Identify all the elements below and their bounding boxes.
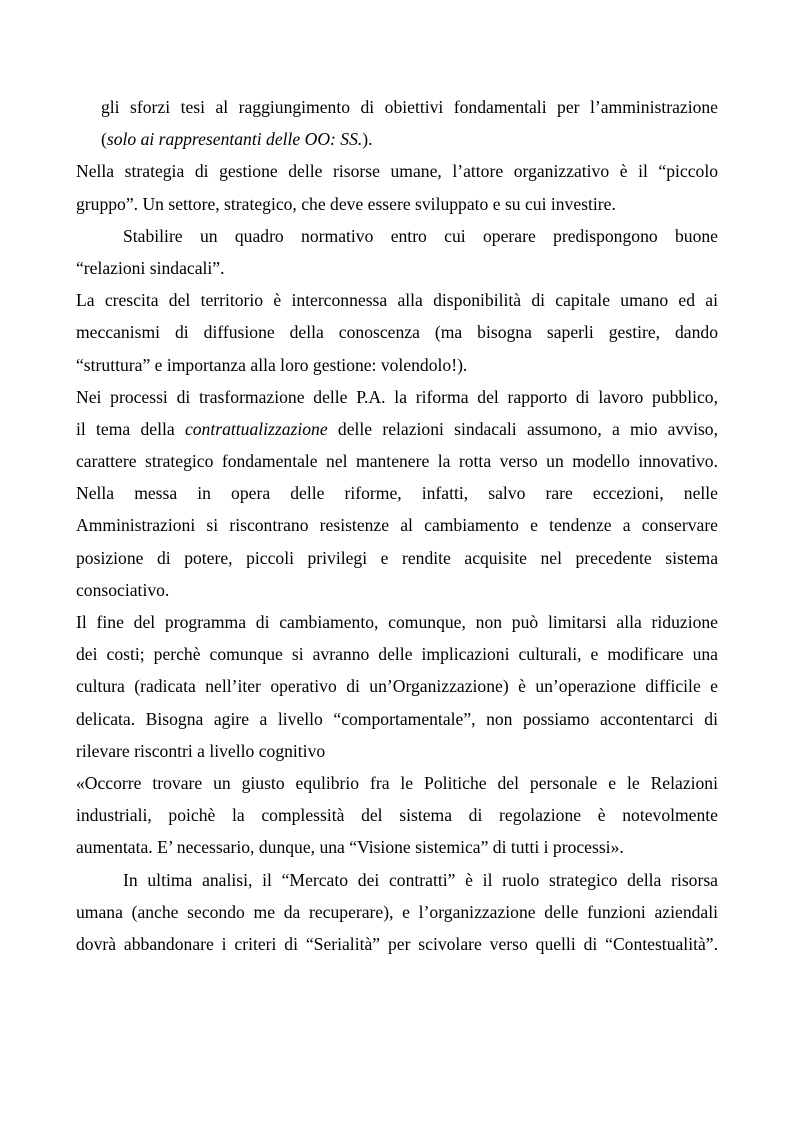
text-line	[76, 123, 718, 155]
text-fragment: ).	[362, 129, 373, 150]
body-text	[76, 91, 718, 960]
text-line: rilevare riscontri a livello cognitivo	[76, 740, 326, 761]
text-line: delicata. Bisogna agire a livello “comportamentale”, non possiamo accontentarci di	[76, 708, 718, 729]
text-line: gruppo”. Un settore, strategico, che deve essere sviluppato e su cui investire.	[76, 193, 616, 214]
text-line: posizione di potere, piccoli privilegi e rendite acquisite nel precedente sistema	[76, 547, 718, 568]
text-line: consociativo.	[76, 579, 170, 600]
text-line: Nella messa in opera delle riforme, infatti, salvo rare eccezioni, nelle	[76, 483, 718, 504]
italic-text: contrattualizzazione	[184, 418, 328, 439]
text-line: meccanismi di diffusione della conoscenza (ma bisogna saperli gestire, dando	[76, 322, 718, 343]
text-line: gli sforzi tesi al raggiungimento di obiettivi fondamentali per l’amministrazione	[101, 97, 718, 117]
text-fragment: delle relazioni sindacali assumono, a mio avviso,	[327, 418, 718, 439]
text-line: Amministrazioni si riscontrano resistenze al cambiamento e tendenze a conservare	[76, 515, 718, 536]
text-line: aumentata. E’ necessario, dunque, una “Visione sistemica” di tutti i processi».	[76, 837, 624, 858]
text-fragment: (	[101, 129, 107, 150]
text-line: In ultima analisi, il “Mercato dei contratti” è il ruolo strategico della risorsa	[123, 869, 718, 890]
text-line: Nei processi di trasformazione delle P.A. la riforma del rapporto di lavoro pubblico,	[76, 386, 718, 407]
text-line: umana (anche secondo me da recuperare), e l’organizzazione delle funzioni aziendali	[76, 901, 718, 922]
text-line: industriali, poichè la complessità del sistema di regolazione è notevolmente	[76, 805, 718, 826]
text-line: “relazioni sindacali”.	[76, 257, 225, 278]
text-fragment: il tema della	[76, 418, 185, 439]
text-line: La crescita del territorio è interconnessa alla disponibilità di capitale umano ed ai	[76, 290, 718, 311]
text-line: Il fine del programma di cambiamento, comunque, non può limitarsi alla riduzione	[76, 612, 718, 632]
text-line	[76, 413, 718, 445]
text-line: “struttura” e importanza alla loro gestione: volendolo!).	[76, 354, 468, 375]
text-line: dovrà abbandonare i criteri di “Serialità” per scivolare verso quelli di “Contestualità”.	[76, 933, 718, 954]
text-line: Nella strategia di gestione delle risorse umane, l’attore organizzativo è il “piccolo	[76, 161, 718, 182]
text-line: dei costi; perchè comunque si avranno delle implicazioni culturali, e modificare una	[76, 644, 718, 665]
italic-text: solo ai rappresentanti delle OO: SS.	[106, 129, 363, 150]
text-line: carattere strategico fondamentale nel mantenere la rotta verso un modello innovativo.	[76, 451, 718, 472]
text-line: «Occorre trovare un giusto equlibrio fra le Politiche del personale e le Relazioni	[76, 772, 718, 793]
text-line: Stabilire un quadro normativo entro cui operare predispongono buone	[123, 225, 718, 246]
text-line: cultura (radicata nell’iter operativo di un’Organizzazione) è un’operazione difficile e	[76, 676, 718, 697]
